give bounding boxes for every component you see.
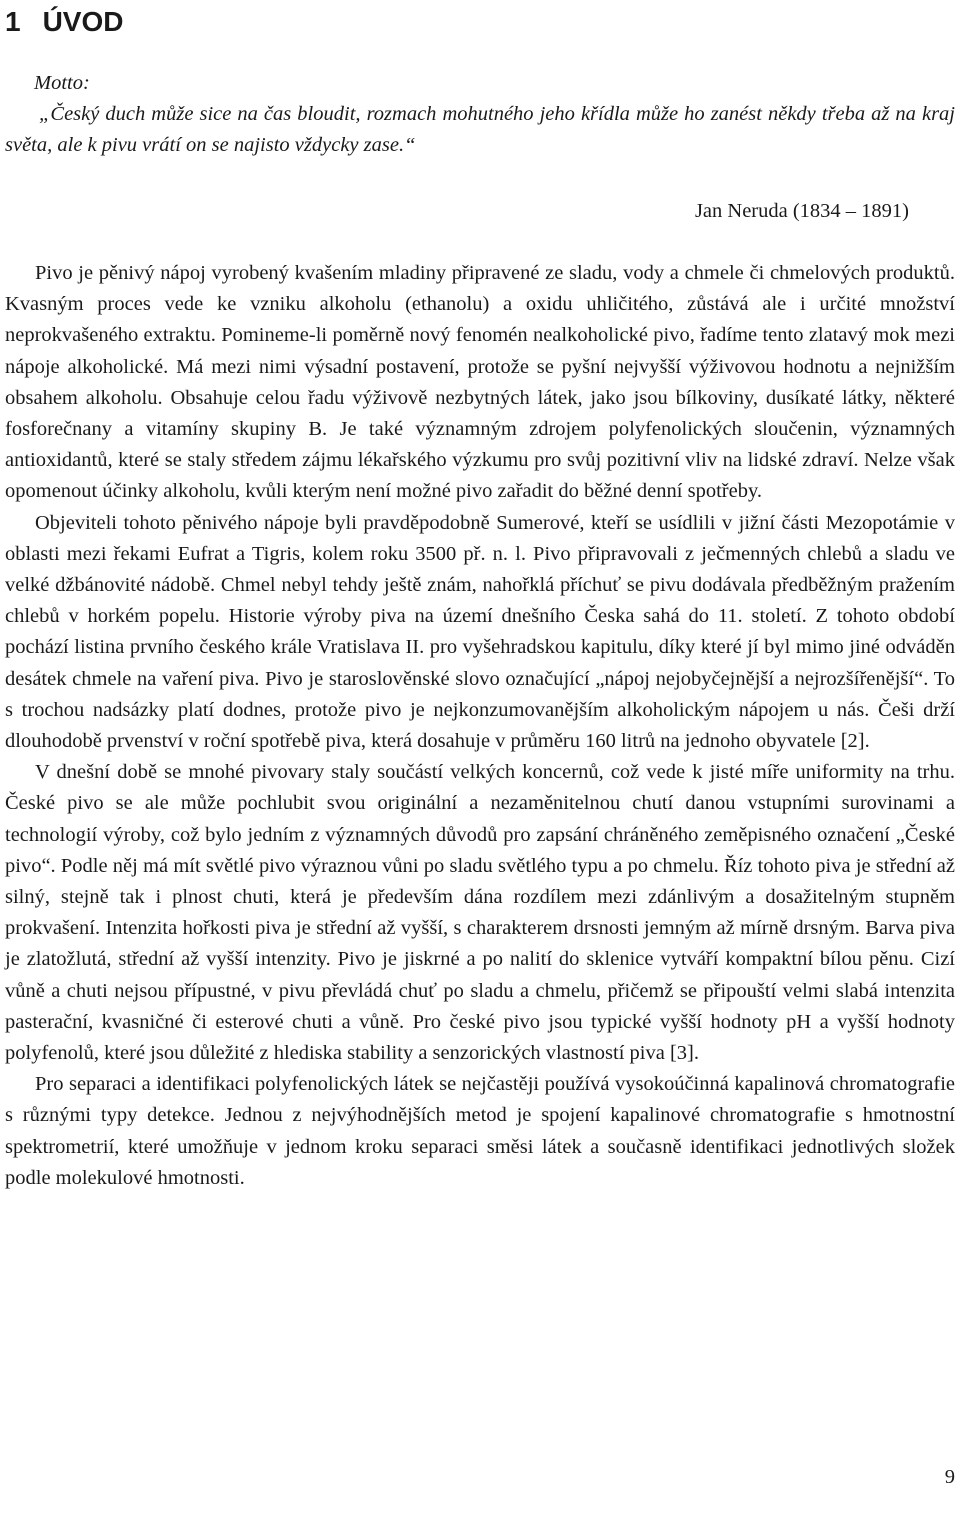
motto-block (34, 68, 955, 99)
motto-quote: „Český duch může sice na čas bloudit, rozmach mohutného jeho křídla může ho zanést někdy třeba až na kraj světa, ale k pivu vrátí on se najisto vždycky zase.“ (5, 103, 955, 157)
motto-author: Jan Neruda (1834 – 1891) (694, 200, 909, 222)
page-number: 9 (944, 1466, 955, 1488)
paragraph: Objeviteli tohoto pěnivého nápoje byli pravděpodobně Sumerové, kteří se usídlili v jižní části Mezopotámie v oblasti mezi řekami Eufrat a Tigris, kolem roku 3500 př. n. l. Pivo připravovali z ječmenných chlebů a sladu ve velké džbánovité nádobě. Chmel nebyl tehdy ještě znám, nahořklá příchuť se pivu dodávala předběžným pražením chlebů v horkém popelu. Historie výroby piva na území dnešního Česka sahá do 11. století. Z tohoto období pochází listina prvního českého krále Vratislava II. pro vyšehradskou kapitulu, díky které jí byl mimo jiné odváděn desátek chmele na vaření piva. Pivo je staroslověnské slovo označující „nápoj nejobyčejnější a nejrozšířenější“. To s trochou nadsázky platí dodnes, protože pivo je nejkonzumovanějším alkoholickým nápojem u nás. Češi drží dlouhodobě prvenství v roční spotřebě piva, která dosahuje v průměru 160 litrů na jednoho obyvatele [2]. (5, 511, 955, 753)
paragraph: V dnešní době se mnohé pivovary staly součástí velkých koncernů, což vede k jisté míře uniformity na trhu. České pivo se ale může pochlubit svou originální a nezaměnitelnou chutí danou vstupními surovinami a technologií výroby, což bylo jedním z významných důvodů pro zapsání chráněného zeměpisného označení „České pivo“. Podle něj má mít světlé pivo výraznou vůni po sladu světlého typu a po chmelu. Říz tohoto piva je střední až silný, stejně tak i plnost chuti, která je především dána rozdílem mezi zdánlivým a dosažitelným stupněm prokvašení. Intenzita hořkosti piva je střední až vyšší, s charakterem drsnosti jemným až mírně drsným. Barva piva je zlatožlutá, střední až vyšší intenzity. Pivo je jiskrné a po nalití do sklenice vytváří kompaktní bílou pěnu. Cizí vůně a chuti nejsou přípustné, v pivu převládá chuť po sladu a chmelu, přičemž se připouští velmi slabá intenzita pasterační, kvasničné či esterové chuti a vůně. Pro české pivo jsou typické vyšší hodnoty pH a vyšší hodnoty polyfenolů, které jsou důležité z hlediska stability a senzorických vlastností piva [3]. (5, 761, 955, 1065)
chapter-number: 1 (5, 6, 21, 37)
chapter-title: ÚVOD (42, 6, 124, 37)
paragraph: Pro separaci a identifikaci polyfenolických látek se nejčastěji používá vysokoúčinná kapalinová chromatografie s různými typy detekce. Jednou z nejvýhodnějších metod je spojení kapalinové chromatografie s hmotnostní spektrometrií, které umožňuje v jednom kroku separaci směsi látek a současně identifikaci jednotlivých složek podle molekulové hmotnosti. (5, 1073, 955, 1189)
chapter-heading (5, 6, 123, 38)
body-text (5, 258, 955, 1194)
paragraph: Pivo je pěnivý nápoj vyrobený kvašením mladiny připravené ze sladu, vody a chmele či chmelových produktů. Kvasným proces vede ke vzniku alkoholu (ethanolu) a oxidu uhličitého, zůstává ale i určité množství neprokvašeného extraktu. Pomineme-li poměrně nový fenomén nealkoholické pivo, řadíme tento zlatavý mok mezi nápoje alkoholické. Má mezi nimi výsadní postavení, protože se pyšní nejvyšší výživovou hodnotu a nejnižším obsahem alkoholu. Obsahuje celou řadu výživově nezbytných látek, jako jsou bílkoviny, dusíkaté látky, některé fosforečnany a vitamíny skupiny B. Je také významným zdrojem polyfenolických sloučenin, významných antioxidantů, které se staly středem zájmu lékařského výzkumu pro svůj pozitivní vliv na lidské zdraví. Nelze však opomenout účinky alkoholu, kvůli kterým není možné pivo zařadit do běžné denní spotřeby. (5, 262, 955, 503)
motto-label: Motto: (34, 72, 90, 94)
